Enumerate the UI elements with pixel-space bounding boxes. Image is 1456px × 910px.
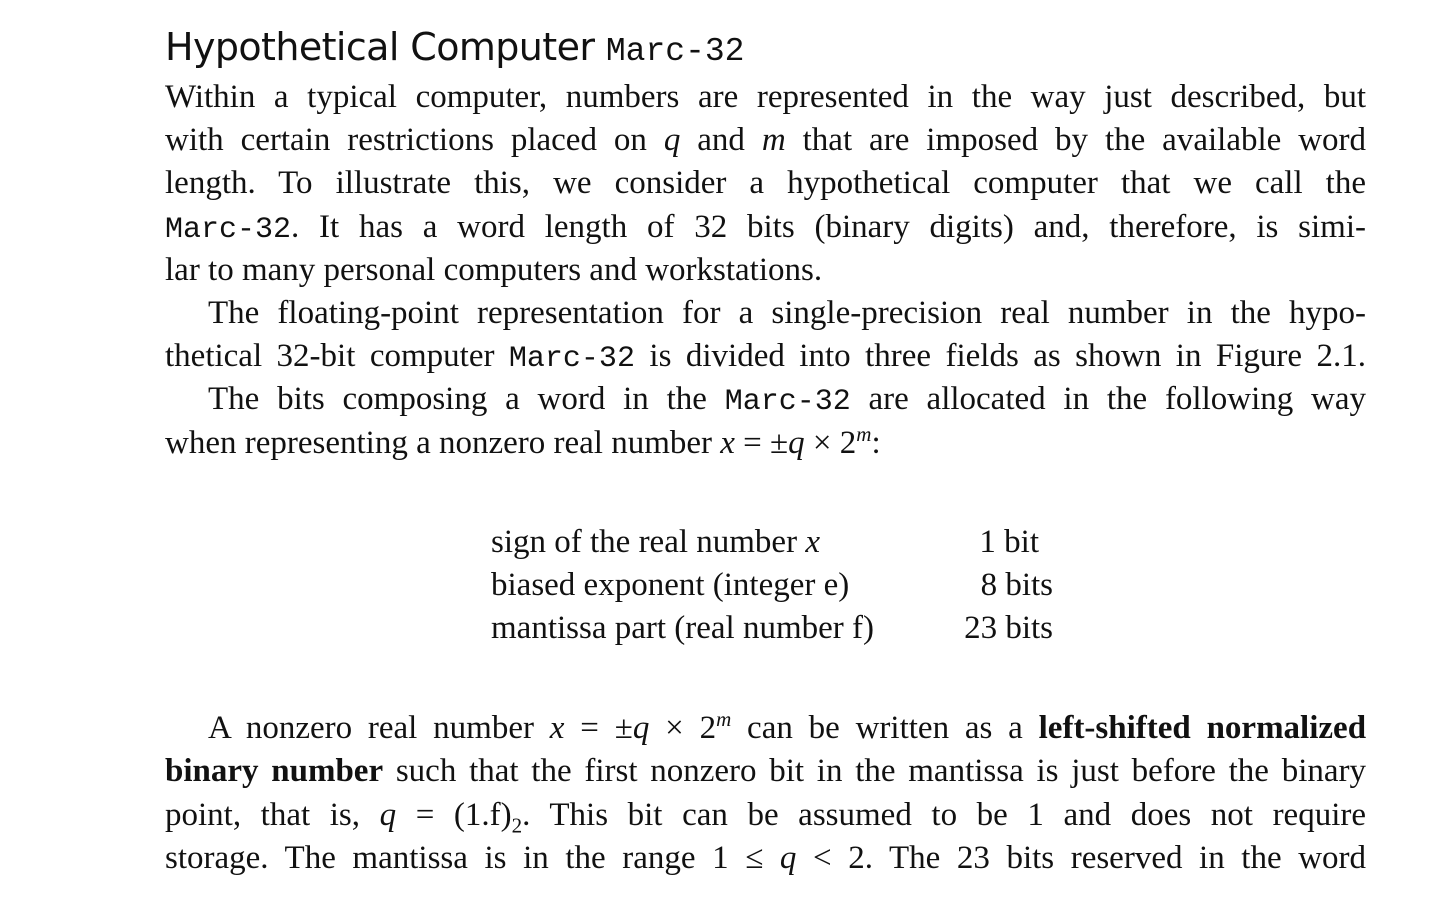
paragraph-2-line-2 bbox=[165, 335, 1366, 378]
math-value: (1.f) bbox=[453, 796, 512, 833]
text-run: 8 bits bbox=[980, 566, 1053, 603]
paragraph-1-line-4 bbox=[165, 206, 1366, 249]
math-plus-minus: ± bbox=[614, 710, 633, 747]
field-bits bbox=[943, 607, 1053, 650]
table-row bbox=[491, 521, 1366, 564]
text-run: thetical 32-bit computer bbox=[165, 338, 495, 375]
document-page bbox=[165, 18, 1366, 880]
text-run: when representing a nonzero real number bbox=[165, 424, 713, 461]
text-run: can be written as a bbox=[747, 710, 1023, 747]
heading-machine-name: Marc-32 bbox=[605, 33, 745, 70]
math-q: q bbox=[663, 122, 681, 159]
math-exponent-m: m bbox=[856, 421, 872, 446]
math-less-equal: ≤ bbox=[745, 839, 764, 876]
machine-name: Marc-32 bbox=[508, 342, 635, 377]
text-run: is divided into three fields as shown in Figure 2.1. bbox=[649, 338, 1367, 375]
text-run: A nonzero real number bbox=[208, 710, 534, 747]
text-run: : bbox=[871, 424, 881, 461]
math-q: q bbox=[788, 424, 805, 461]
text-run: storage. The mantissa is in the range 1 bbox=[165, 839, 729, 876]
text-run: The bits composing a word in the bbox=[208, 381, 707, 418]
bold-term: binary number bbox=[165, 753, 384, 790]
text-run: . It has a word length of 32 bits (binary digits) and, therefore, is simi- bbox=[291, 208, 1366, 245]
section-heading bbox=[165, 18, 1366, 76]
paragraph-1-line-3: length. To illustrate this, we consider a hypothetical computer that we call the bbox=[165, 165, 1366, 202]
text-run: and bbox=[697, 122, 745, 159]
math-q: q bbox=[379, 796, 397, 833]
math-x: x bbox=[549, 710, 565, 747]
math-equals: = bbox=[743, 424, 762, 461]
paragraph-4 bbox=[165, 707, 1366, 880]
math-equals: = bbox=[580, 710, 599, 747]
math-q: q bbox=[779, 839, 797, 876]
math-exponent-m: m bbox=[716, 707, 732, 732]
text-run: . This bit can be assumed to be 1 and does not require bbox=[522, 796, 1367, 833]
paragraph-2 bbox=[165, 292, 1366, 378]
equation bbox=[549, 707, 732, 747]
math-x: x bbox=[720, 424, 735, 461]
bit-allocation-table bbox=[491, 521, 1366, 651]
field-description bbox=[491, 521, 943, 564]
text-run: with certain restrictions placed on bbox=[165, 122, 647, 159]
paragraph-1-line-1: Within a typical computer, numbers are represented in the way just described, but bbox=[165, 79, 1366, 115]
machine-name: Marc-32 bbox=[724, 385, 851, 420]
text-run: 23 bits bbox=[964, 610, 1053, 647]
heading-title: Hypothetical Computer bbox=[165, 25, 595, 69]
text-run: such that the first nonzero bit in the mantissa is just before the binary bbox=[395, 753, 1366, 790]
math-times: × bbox=[665, 710, 684, 747]
machine-name: Marc-32 bbox=[165, 212, 292, 247]
math-equals: = bbox=[415, 796, 435, 833]
field-bits bbox=[943, 521, 1053, 564]
math-x: x bbox=[805, 523, 820, 560]
table-row bbox=[491, 607, 1366, 650]
paragraph-1-line-2 bbox=[165, 119, 1366, 162]
equation bbox=[720, 421, 872, 461]
paragraph-3 bbox=[165, 378, 1366, 464]
math-m: m bbox=[761, 122, 786, 159]
text-run: 2. The 23 bits reserved in the word bbox=[848, 839, 1367, 876]
paragraph-4-line-2 bbox=[165, 750, 1366, 793]
text-run: sign of the real number bbox=[491, 523, 798, 560]
paragraph-4-line-1 bbox=[165, 707, 1366, 750]
field-description: mantissa part (real number f) bbox=[491, 610, 875, 647]
paragraph-1 bbox=[165, 76, 1366, 292]
field-bits bbox=[943, 564, 1053, 607]
paragraph-3-line-2 bbox=[165, 422, 1366, 465]
paragraph-4-line-3 bbox=[165, 794, 1366, 837]
text-run: that are imposed by the available word bbox=[802, 122, 1367, 159]
paragraph-2-line-1: The floating-point representation for a single-precision real number in the hypo- bbox=[208, 294, 1366, 331]
text-run: 1 bit bbox=[979, 523, 1039, 560]
math-q: q bbox=[632, 710, 650, 747]
math-less-than: < bbox=[813, 839, 832, 876]
math-plus-minus: ± bbox=[770, 424, 789, 461]
bold-term: left-shifted normalized bbox=[1038, 710, 1367, 747]
text-run: point, that is, bbox=[165, 796, 361, 833]
math-subscript: 2 bbox=[511, 813, 523, 838]
paragraph-3-line-1 bbox=[165, 378, 1366, 421]
math-times: × bbox=[812, 424, 832, 461]
field-description: biased exponent (integer e) bbox=[491, 566, 850, 603]
table-row bbox=[491, 564, 1366, 607]
text-run: are allocated in the following way bbox=[868, 381, 1367, 418]
math-base: 2 bbox=[839, 424, 857, 461]
math-base: 2 bbox=[699, 710, 717, 747]
paragraph-4-line-4 bbox=[165, 837, 1366, 880]
paragraph-1-line-5: lar to many personal computers and workstations. bbox=[165, 251, 823, 288]
